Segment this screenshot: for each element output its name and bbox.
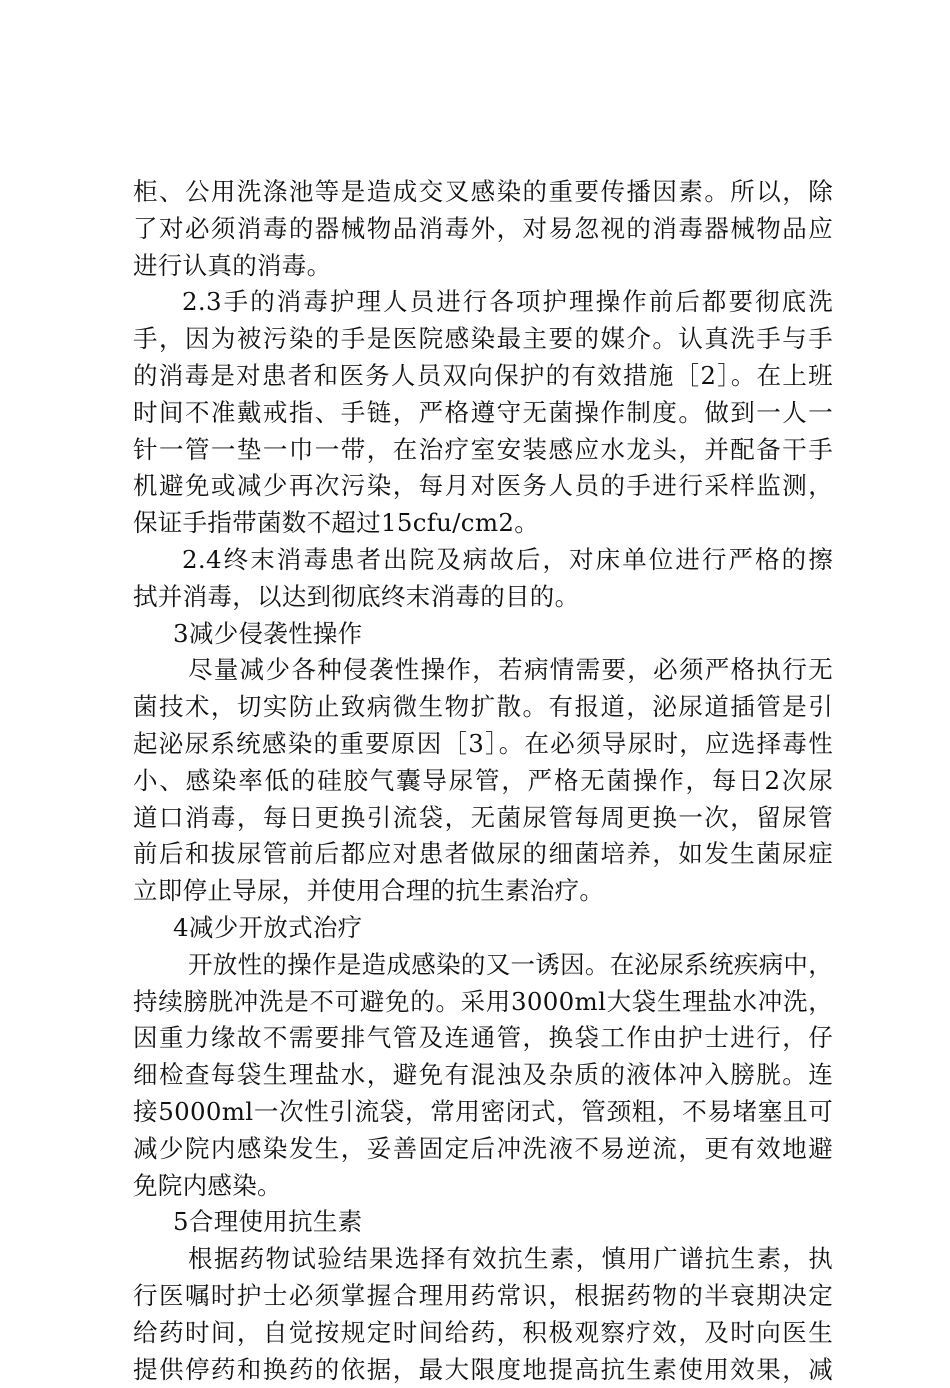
text-line: 提供停药和换药的依据，最大限度地提高抗生素使用效果，减 [133, 1352, 833, 1388]
text-line: 起泌尿系统感染的重要原因［3］。在必须导尿时，应选择毒性 [133, 726, 833, 763]
section-3-heading: 3减少侵袭性操作 [133, 616, 833, 653]
text-line: 菌技术，切实防止致病微生物扩散。有报道，泌尿道插管是引 [133, 689, 833, 726]
text-line: 柜、公用洗涤池等是造成交叉感染的重要传播因素。所以，除 [133, 174, 833, 211]
section-2-4-paragraph: 2.4终末消毒患者出院及病故后，对床单位进行严格的擦 [133, 542, 833, 579]
body-text [133, 174, 833, 1388]
text-line: 因重力缘故不需要排气管及连通管，换袋工作由护士进行，仔 [133, 1020, 833, 1057]
section-5-heading: 5合理使用抗生素 [133, 1204, 833, 1241]
text-line: 小、感染率低的硅胶气囊导尿管，严格无菌操作，每日2次尿 [133, 763, 833, 800]
text-line: 细检查每袋生理盐水，避免有混浊及杂质的液体冲入膀胱。连 [133, 1057, 833, 1094]
text-line: 前后和拔尿管前后都应对患者做尿的细菌培养，如发生菌尿症 [133, 836, 833, 873]
text-line: 手，因为被污染的手是医院感染最主要的媒介。认真洗手与手 [133, 321, 833, 358]
text-line: 道口消毒，每日更换引流袋，无菌尿管每周更换一次，留尿管 [133, 800, 833, 837]
section-4-heading: 4减少开放式治疗 [133, 910, 833, 947]
text-line: 了对必须消毒的器械物品消毒外，对易忽视的消毒器械物品应 [133, 211, 833, 248]
text-line: 给药时间，自觉按规定时间给药，积极观察疗效，及时向医生 [133, 1315, 833, 1352]
section-5-paragraph: 根据药物试验结果选择有效抗生素，慎用广谱抗生素，执 [133, 1241, 833, 1278]
section-4-paragraph: 开放性的操作是造成感染的又一诱因。在泌尿系统疾病中， [133, 947, 833, 984]
text-line: 接5000ml一次性引流袋，常用密闭式，管颈粗，不易堵塞且可 [133, 1094, 833, 1131]
text-line: 的消毒是对患者和医务人员双向保护的有效措施［2］。在上班 [133, 358, 833, 395]
text-line: 行医嘱时护士必须掌握合理用药常识，根据药物的半衰期决定 [133, 1278, 833, 1315]
text-line: 进行认真的消毒。 [133, 248, 833, 285]
text-line: 免院内感染。 [133, 1168, 833, 1205]
section-2-3-paragraph: 2.3手的消毒护理人员进行各项护理操作前后都要彻底洗 [133, 284, 833, 321]
text-line: 保证手指带菌数不超过15cfu/cm2。 [133, 505, 833, 542]
section-3-paragraph: 尽量减少各种侵袭性操作，若病情需要，必须严格执行无 [133, 652, 833, 689]
text-line: 减少院内感染发生，妥善固定后冲洗液不易逆流，更有效地避 [133, 1131, 833, 1168]
text-line: 持续膀胱冲洗是不可避免的。采用3000ml大袋生理盐水冲洗， [133, 984, 833, 1021]
text-line: 针一管一垫一巾一带，在治疗室安装感应水龙头，并配备干手 [133, 432, 833, 469]
text-line: 立即停止导尿，并使用合理的抗生素治疗。 [133, 873, 833, 910]
text-line: 拭并消毒，以达到彻底终末消毒的目的。 [133, 579, 833, 616]
text-line: 机避免或减少再次污染，每月对医务人员的手进行采样监测， [133, 468, 833, 505]
text-line: 时间不准戴戒指、手链，严格遵守无菌操作制度。做到一人一 [133, 395, 833, 432]
